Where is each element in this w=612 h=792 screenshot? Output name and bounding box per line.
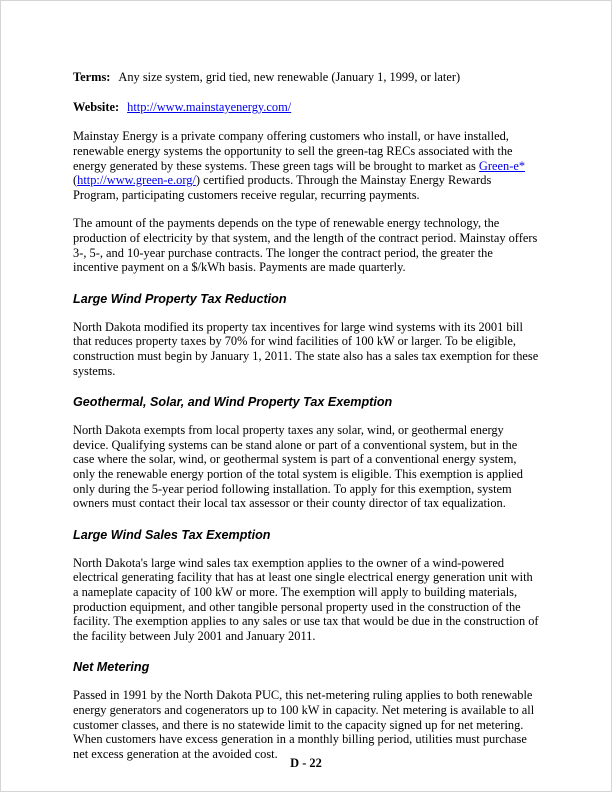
intro-p1-text-1: Mainstay Energy is a private company offering customers who install, or have installed, renewable energy systems the opportunity to sell the green-tag RECs associated with the energy generated by these systems. These green tags will be brought to market as xyxy=(73,129,513,173)
terms-text: Any size system, grid tied, new renewable (January 1, 1999, or later) xyxy=(118,70,461,84)
intro-p1-text-2: ( xyxy=(73,173,78,188)
intro-paragraph-2: The amount of the payments depends on the type of renewable energy technology, the production of electricity by that system, and the length of the contract period. Mainstay offers 3-, 5-, and 10-year purchase contracts. The longer the contract period, the greater the incentive payment on a $/kWh basis. Payments are made quarterly. xyxy=(73,216,538,275)
section-heading-large-wind-property-tax-reduction: Large Wind Property Tax Reduction xyxy=(73,291,287,306)
terms-line xyxy=(73,70,540,85)
section-body-net-metering: Passed in 1991 by the North Dakota PUC, this net-metering ruling applies to both renewable energy generators and cogenerators up to 100 kW in capacity. Net metering is available to all customer classes, and there is no statewide limit to the capacity signed up for net metering. When customers have excess generation in a monthly billing period, utilities must purchase net excess generation at the avoided cost. xyxy=(73,688,535,761)
intro-p1-text-3: ) certified products. Through the Mainstay Energy Rewards Program, participating customers receive regular, recurring payments. xyxy=(73,173,492,202)
website-label: Website: xyxy=(73,99,120,114)
green-e-url-link[interactable]: http://www.green-e.org/ xyxy=(77,173,196,188)
website-link[interactable]: http://www.mainstayenergy.com/ xyxy=(127,99,292,114)
section-heading-geothermal-solar-wind-property-tax-exemption: Geothermal, Solar, and Wind Property Tax Exemption xyxy=(73,395,393,410)
green-e-link[interactable]: Green-e* xyxy=(478,158,526,173)
section-heading-large-wind-sales-tax-exemption: Large Wind Sales Tax Exemption xyxy=(73,527,271,542)
section-body-large-wind-sales-tax-exemption: North Dakota's large wind sales tax exemption applies to the owner of a wind-powered electrical generating facility that has at least one single electrical energy generation unit with a nameplate capacity of 100 kW or more. The exemption will apply to building materials, production equipment, and other tangible personal property used in the construction of the facility. The exemption applies to any sales or use tax that would be due in the construction of the facility between July 2001 and January 2011. xyxy=(73,555,539,643)
section-body-geothermal-solar-wind-property-tax-exemption: North Dakota exempts from local property taxes any solar, wind, or geothermal energy device. Qualifying systems can be stand alone or part of a conventional system, but in the case where the solar, wind, or geothermal system is part of a conventional energy system, only the renewable energy portion of the total system is eligible. This exemption is applied only during the 5-year period following installation. To apply for this exemption, system owners must contact their local tax assessor or their county director of tax equalization. xyxy=(73,423,523,511)
website-line xyxy=(73,100,540,115)
section-heading-net-metering: Net Metering xyxy=(73,660,150,675)
section-body-large-wind-property-tax-reduction: North Dakota modified its property tax incentives for large wind systems with its 2001 bill that reduces property taxes by 70% for wind facilities of 100 kW or larger. To be eligible, construction must begin by January 1, 2011. The state also has a sales tax exemption for these systems. xyxy=(73,319,539,378)
intro-paragraph-1 xyxy=(73,129,540,202)
terms-label: Terms: xyxy=(73,70,111,84)
page-number: D - 22 xyxy=(290,756,322,771)
